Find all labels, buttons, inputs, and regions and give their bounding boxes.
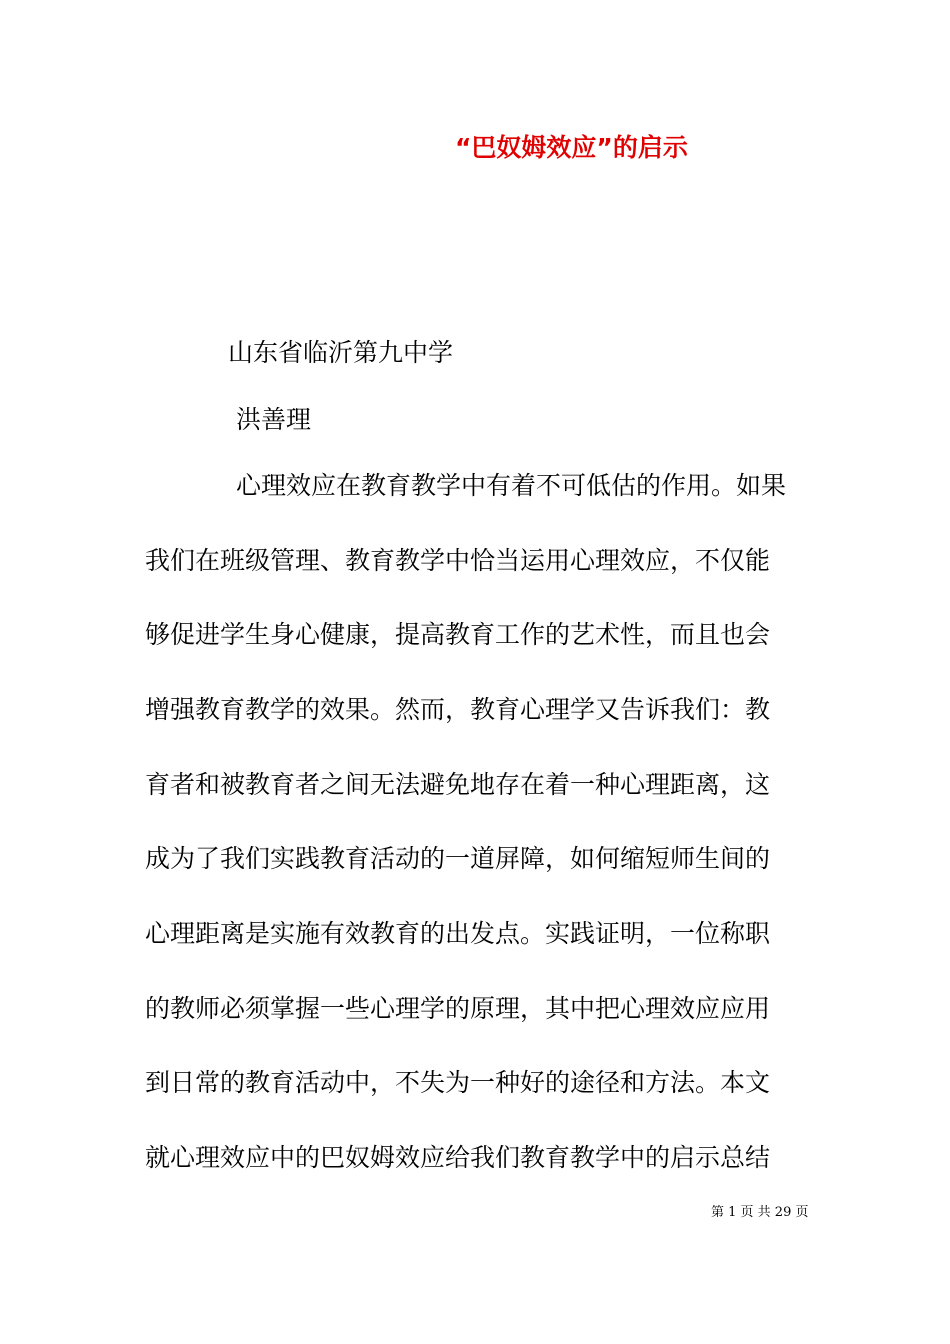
body-line: 够促进学生身心健康，提高教育工作的艺术性，而且也会 [145, 620, 771, 649]
document-title: “巴奴姆效应”的启示 [455, 133, 688, 162]
body-line: 成为了我们实践教育活动的一道屏障，如何缩短师生间的 [145, 844, 771, 873]
author-name: 洪善理 [236, 405, 312, 434]
body-line: 就心理效应中的巴奴姆效应给我们教育教学中的启示总结 [145, 1143, 771, 1172]
page-number-footer: 第 1 页 共 29 页 [711, 1205, 809, 1220]
body-line: 我们在班级管理、教育教学中恰当运用心理效应，不仅能 [145, 546, 771, 575]
author-affiliation: 山东省临沂第九中学 [228, 338, 454, 367]
body-line: 心理效应在教育教学中有着不可低估的作用。如果 [236, 471, 787, 500]
body-line: 增强教育教学的效果。然而，教育心理学又告诉我们：教 [145, 695, 771, 724]
body-line: 到日常的教育活动中，不失为一种好的途径和方法。本文 [145, 1068, 771, 1097]
body-line: 的教师必须掌握一些心理学的原理，其中把心理效应应用 [145, 994, 771, 1023]
body-line: 育者和被教育者之间无法避免地存在着一种心理距离，这 [145, 770, 771, 799]
body-line: 心理距离是实施有效教育的出发点。实践证明，一位称职 [145, 919, 771, 948]
